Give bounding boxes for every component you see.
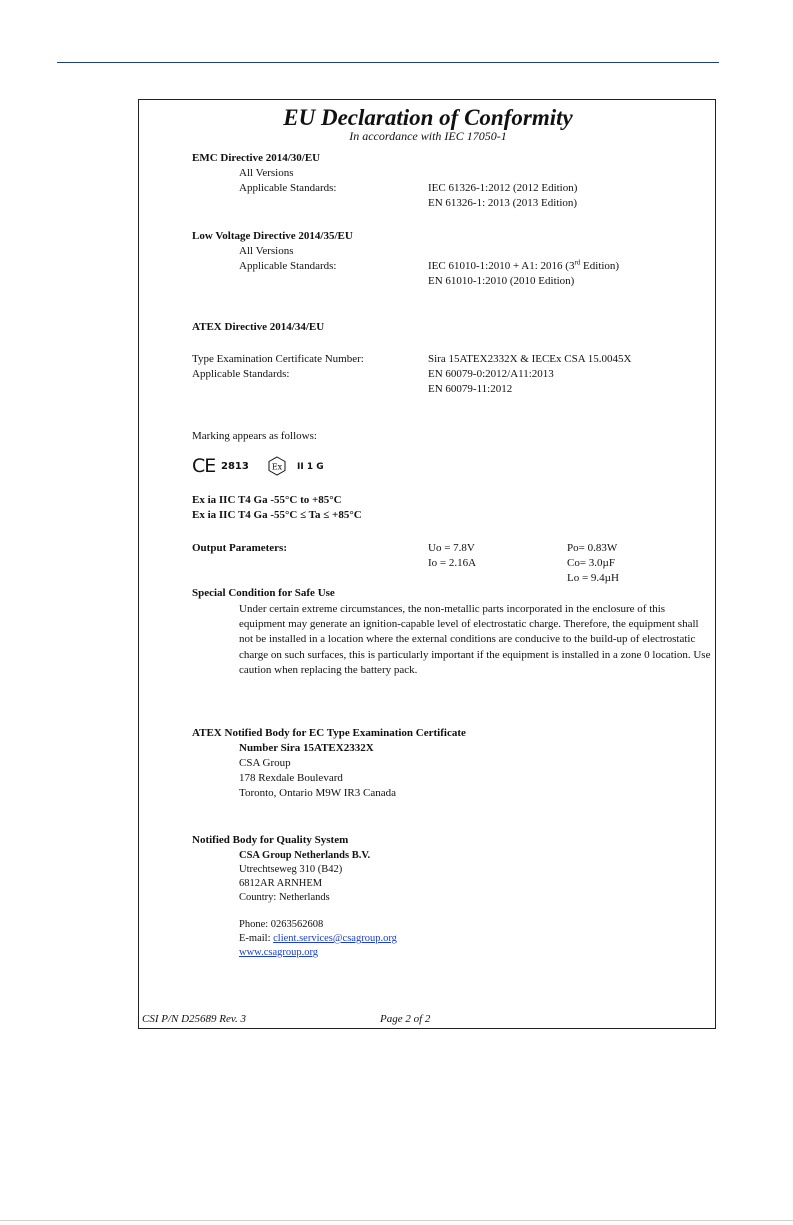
part-number: CSI P/N D25689 Rev. 3 xyxy=(142,1013,246,1025)
lvd-standards-label: Applicable Standards: xyxy=(239,260,337,272)
website-link[interactable]: www.csagroup.org xyxy=(239,947,319,958)
email-label: E-mail: xyxy=(239,933,274,944)
document-title: EU Declaration of Conformity xyxy=(283,105,573,130)
lvd-standard: IEC 61010-1:2010 + A1: 2016 (3rd Edition) xyxy=(428,258,620,272)
quality-line: Utrechtseweg 310 (B42) xyxy=(239,864,343,875)
document-subtitle: In accordance with IEC 17050-1 xyxy=(349,129,507,143)
atex-standard: EN 60079-0:2012/A11:2013 xyxy=(428,368,554,380)
lvd-versions: All Versions xyxy=(239,245,294,257)
page-number: Page 2 of 2 xyxy=(380,1013,431,1025)
declaration-page xyxy=(138,99,716,1029)
quality-name: CSA Group Netherlands B.V. xyxy=(239,850,371,861)
atex-cert-value: Sira 15ATEX2332X & IECEx CSA 15.0045X xyxy=(428,353,632,365)
quality-heading: Notified Body for Quality System xyxy=(192,834,349,846)
lvd-standard: EN 61010-1:2010 (2010 Edition) xyxy=(428,275,575,287)
notified-body-line: 178 Rexdale Boulevard xyxy=(239,772,343,784)
emc-standard: IEC 61326-1:2012 (2012 Edition) xyxy=(428,182,578,194)
bottom-rule xyxy=(0,1220,793,1221)
emc-heading: EMC Directive 2014/30/EU xyxy=(192,152,321,164)
output-uo: Uo = 7.8V xyxy=(428,542,475,554)
atex-standard: EN 60079-11:2012 xyxy=(428,383,513,395)
output-co: Co= 3.0µF xyxy=(567,557,615,569)
ex-symbol: Ex xyxy=(271,462,283,472)
emc-standard: EN 61326-1: 2013 (2013 Edition) xyxy=(428,197,578,209)
marking-intro: Marking appears as follows: xyxy=(192,430,317,442)
ce-number: 2813 xyxy=(221,461,249,472)
atex-standards-label: Applicable Standards: xyxy=(192,368,290,380)
notified-body-line: CSA Group xyxy=(239,757,291,769)
ex-hexagon-icon xyxy=(267,456,287,476)
quality-phone: Phone: 0263562608 xyxy=(239,919,324,930)
equipment-group: II 1 G xyxy=(297,462,324,472)
notified-body-heading: ATEX Notified Body for EC Type Examination Certificate xyxy=(192,727,466,739)
email-link[interactable]: client.services@csagroup.org xyxy=(273,933,397,944)
special-heading: Special Condition for Safe Use xyxy=(192,587,335,599)
output-io: Io = 2.16A xyxy=(428,557,477,569)
atex-cert-label: Type Examination Certificate Number: xyxy=(192,353,364,365)
header-rule xyxy=(57,62,719,63)
quality-email-row xyxy=(239,932,397,945)
quality-line: 6812AR ARNHEM xyxy=(239,878,323,889)
marking-line: Ex ia IIC T4 Ga -55°C ≤ Ta ≤ +85°C xyxy=(192,509,362,521)
special-text: Under certain extreme circumstances, the non-metallic parts incorporated in the enclosure of this equipment may generate an ignition-capable level of electrostatic charge. Therefore, the equipment shall not be installed in a location where the external conditions are conducive to the build-up of electrostatic charge on such surfaces, this is particularly important if the equipment is installed in a zone 0 location. Use caution when replacing the battery pack. xyxy=(239,603,711,676)
output-po: Po= 0.83W xyxy=(567,542,618,554)
lvd-heading: Low Voltage Directive 2014/35/EU xyxy=(192,230,353,242)
notified-body-number: Number Sira 15ATEX2332X xyxy=(239,742,374,754)
quality-line: Country: Netherlands xyxy=(239,892,330,903)
notified-body-line: Toronto, Ontario M9W IR3 Canada xyxy=(239,787,396,799)
output-label: Output Parameters: xyxy=(192,542,288,554)
marking-line: Ex ia IIC T4 Ga -55°C to +85°C xyxy=(192,494,342,506)
atex-heading: ATEX Directive 2014/34/EU xyxy=(192,321,325,333)
emc-standards-label: Applicable Standards: xyxy=(239,182,337,194)
output-lo: Lo = 9.4µH xyxy=(567,572,619,584)
emc-versions: All Versions xyxy=(239,167,294,179)
ce-mark: CE xyxy=(192,455,216,477)
